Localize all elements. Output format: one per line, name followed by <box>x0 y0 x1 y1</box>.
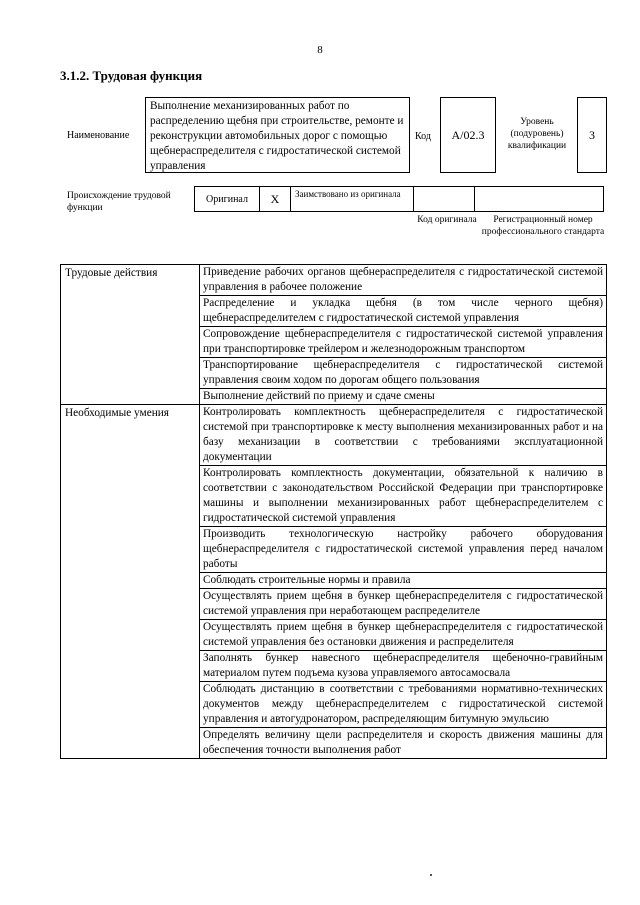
item-cell: Контролировать комплектность щебнераспределителя с гидростатической системой при транспортировке к месту выполнения механизированных работ и на базу механизации в соответствии с требованиями эксплуатационной документации <box>200 405 607 466</box>
level-value-box: 3 <box>577 97 607 173</box>
category-cell: Необходимые умения <box>61 405 200 759</box>
origin-label: Происхождение трудовой функции <box>67 191 171 213</box>
category-cell: Трудовые действия <box>61 265 200 405</box>
level-label: Уровень (подуровень) квалификации <box>507 117 567 151</box>
item-cell: Сопровождение щебнераспределителя с гидростатической системой управления при транспортировке трейлером и железнодорожным транспортом <box>200 327 607 358</box>
item-cell: Соблюдать дистанцию в соответствии с требованиями нормативно-технических документов между щебнераспределителем с гидростатической системой управления и автогудронатором, распределяющим битумную эмульсию <box>200 682 607 728</box>
item-cell: Распределение и укладка щебня (в том числе черного щебня) щебнераспределителем с гидростатической системой управления <box>200 296 607 327</box>
table-row <box>61 405 607 466</box>
item-cell: Осуществлять прием щебня в бункер щебнераспределителя с гидростатической системой управления без остановки движения и распределителя <box>200 620 607 651</box>
origin-row <box>195 186 607 212</box>
code-caption: Код оригинала <box>417 215 477 225</box>
item-cell: Соблюдать строительные нормы и правила <box>200 573 607 589</box>
function-table <box>60 264 607 759</box>
item-cell: Определять величину щели распределителя и скорость движения машины для обеспечения точности выполнения работ <box>200 728 607 759</box>
original-code-cell <box>413 186 475 212</box>
item-cell: Приведение рабочих органов щебнераспределителя с гидростатической системой управления в рабочее положение <box>200 265 607 296</box>
original-mark-cell: X <box>259 186 291 212</box>
item-cell: Осуществлять прием щебня в бункер щебнераспределителя с гидростатической системой управления при неработающем распределителе <box>200 589 607 620</box>
item-cell: Заполнять бункер навесного щебнераспределителя щебеночно-гравийным материалом путем подъема кузова управляемого автосамосвала <box>200 651 607 682</box>
reg-caption: Регистрационный номер профессионального стандарта <box>481 215 605 237</box>
reg-number-cell <box>474 186 604 212</box>
code-value-box: А/02.3 <box>440 97 496 173</box>
code-label: Код <box>415 131 431 142</box>
table-row <box>61 265 607 296</box>
item-cell: Контролировать комплектность документации, обязательной к наличию в соответствии с законодательством Российской Федерации при транспортировке машины и выполнении механизированных работ щебнераспределителем с гидростатической системой управления <box>200 466 607 527</box>
function-name-box: Выполнение механизированных работ по распределению щебня при строительстве, ремонте и реконструкции автомобильных дорог с помощью щебнераспределителя с гидростатической системой управления <box>145 97 410 173</box>
item-cell: Производить технологическую настройку рабочего оборудования щебнераспределителя с гидростатической системой управления перед началом работы <box>200 527 607 573</box>
section-title: 3.1.2. Трудовая функция <box>60 68 203 83</box>
name-label: Наименование <box>67 130 130 141</box>
item-cell: Выполнение действий по приему и сдаче смены <box>200 389 607 405</box>
scan-speck <box>430 874 432 876</box>
borrowed-cell: Заимствовано из оригинала <box>290 186 414 212</box>
item-cell: Транспортирование щебнераспределителя с гидростатической системой управления своим ходом по дорогам общего пользования <box>200 358 607 389</box>
original-cell: Оригинал <box>194 186 260 212</box>
page-number: 8 <box>317 44 323 56</box>
